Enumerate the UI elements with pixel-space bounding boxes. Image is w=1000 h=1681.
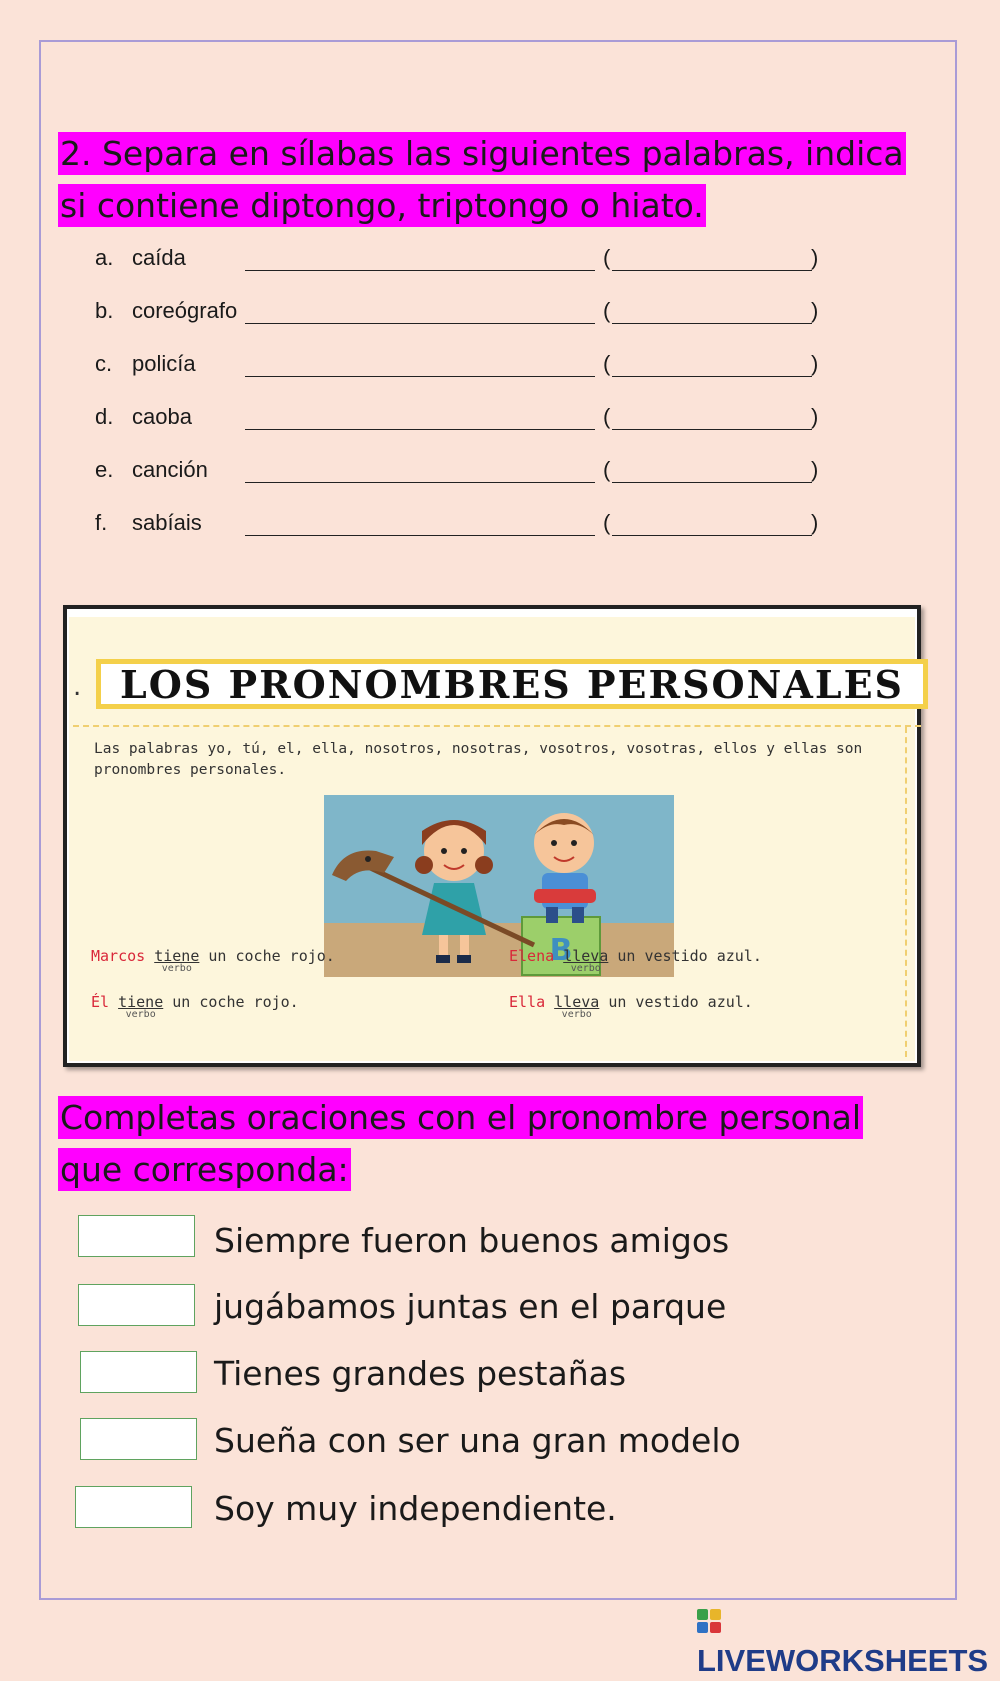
verb-label: verbo (125, 1009, 156, 1020)
pronoun-answer-box[interactable] (75, 1486, 192, 1528)
syllable-answer-line[interactable] (245, 535, 595, 536)
verb-text: tiene (118, 993, 164, 1011)
paren-close: ) (811, 245, 819, 270)
example-3 (91, 993, 299, 1020)
syllable-answer-line[interactable] (245, 270, 595, 271)
paren-close: ) (811, 404, 819, 429)
item-letter: b. (95, 298, 114, 323)
verb-label: verbo (161, 963, 192, 974)
example-4 (509, 993, 753, 1020)
pronoun-answer-box[interactable] (78, 1215, 195, 1257)
item-word: sabíais (132, 510, 202, 535)
paren-open: ( (603, 510, 611, 535)
paren-close: ) (811, 457, 819, 482)
list-item (95, 510, 835, 540)
type-answer-line[interactable] (612, 323, 812, 324)
paren-close: ) (811, 351, 819, 376)
example-verb (563, 947, 609, 974)
sentence-text: jugábamos juntas en el parque (214, 1287, 727, 1326)
exercise-3-heading-text: Completas oraciones con el pronombre personal que corresponda: (60, 1098, 862, 1189)
exercise-2-heading-text: 2. Separa en sílabas las siguientes palabras, indica si contiene diptongo, triptongo o hiato. (60, 134, 904, 225)
item-word: caoba (132, 404, 192, 429)
poster-intro-text: Las palabras yo, tú, el, ella, nosotros, nosotras, vosotros, vosotras, ellos y ellas son pronombres personales. (94, 741, 863, 778)
type-answer-line[interactable] (612, 429, 812, 430)
verb-text: tiene (154, 947, 200, 965)
poster-divider (73, 725, 921, 727)
pronoun-answer-box[interactable] (80, 1351, 197, 1393)
type-answer-line[interactable] (612, 270, 812, 271)
poster-title: LOS PRONOMBRES PERSONALES (120, 662, 904, 707)
example-subject: Ella (509, 993, 546, 1011)
verb-label: verbo (570, 963, 601, 974)
type-answer-line[interactable] (612, 376, 812, 377)
example-rest: un vestido azul. (599, 993, 753, 1011)
paren-open: ( (603, 457, 611, 482)
verb-text: lleva (563, 947, 609, 965)
example-subject: Elena (509, 947, 555, 965)
sentence-text: Soy muy independiente. (214, 1489, 617, 1528)
type-answer-line[interactable] (612, 482, 812, 483)
exercise-2-heading (58, 128, 918, 232)
syllable-answer-line[interactable] (245, 482, 595, 483)
paren-open: ( (603, 298, 611, 323)
item-letter: d. (95, 404, 114, 429)
syllable-answer-line[interactable] (245, 376, 595, 377)
syllable-answer-line[interactable] (245, 429, 595, 430)
logo-grid-icon (697, 1609, 721, 1633)
example-rest: un vestido azul. (608, 947, 762, 965)
logo-text: LIVEWORKSHEETS (697, 1643, 989, 1678)
pronouns-poster (63, 605, 921, 1067)
banner-dot: . (73, 672, 82, 702)
item-letter: e. (95, 457, 114, 482)
pronoun-answer-box[interactable] (80, 1418, 197, 1460)
liveworksheets-logo (697, 1601, 997, 1678)
example-subject: Marcos (91, 947, 146, 965)
item-word: coreógrafo (132, 298, 238, 323)
poster-title-banner (96, 659, 928, 709)
paren-open: ( (603, 404, 611, 429)
paren-open: ( (603, 351, 611, 376)
verb-text: lleva (554, 993, 600, 1011)
example-rest: un coche rojo. (163, 993, 299, 1011)
item-letter: f. (95, 510, 108, 535)
item-letter: c. (95, 351, 113, 376)
list-item (95, 298, 835, 328)
type-answer-line[interactable] (612, 535, 812, 536)
list-item (95, 457, 835, 487)
sentence-text: Tienes grandes pestañas (214, 1354, 627, 1393)
paren-open: ( (603, 245, 611, 270)
example-subject: Él (91, 993, 110, 1011)
example-verb (554, 993, 600, 1020)
svg-text:B: B (549, 933, 573, 968)
sentence-text: Siempre fueron buenos amigos (214, 1221, 730, 1260)
item-word: caída (132, 245, 186, 270)
list-item (95, 351, 835, 381)
list-item (95, 404, 835, 434)
item-letter: a. (95, 245, 114, 270)
paren-close: ) (811, 298, 819, 323)
example-1 (91, 947, 335, 974)
paren-close: ) (811, 510, 819, 535)
syllable-answer-line[interactable] (245, 323, 595, 324)
example-rest: un coche rojo. (199, 947, 335, 965)
pronoun-answer-box[interactable] (78, 1284, 195, 1326)
verb-label: verbo (561, 1009, 592, 1020)
poster-background (69, 617, 915, 1061)
example-verb (118, 993, 164, 1020)
exercise-3-heading (58, 1092, 918, 1196)
poster-side-border (905, 727, 907, 1057)
list-item (95, 245, 835, 275)
item-word: policía (132, 351, 196, 376)
example-2 (509, 947, 762, 974)
sentence-text: Sueña con ser una gran modelo (214, 1421, 741, 1460)
item-word: canción (132, 457, 208, 482)
example-verb (154, 947, 200, 974)
